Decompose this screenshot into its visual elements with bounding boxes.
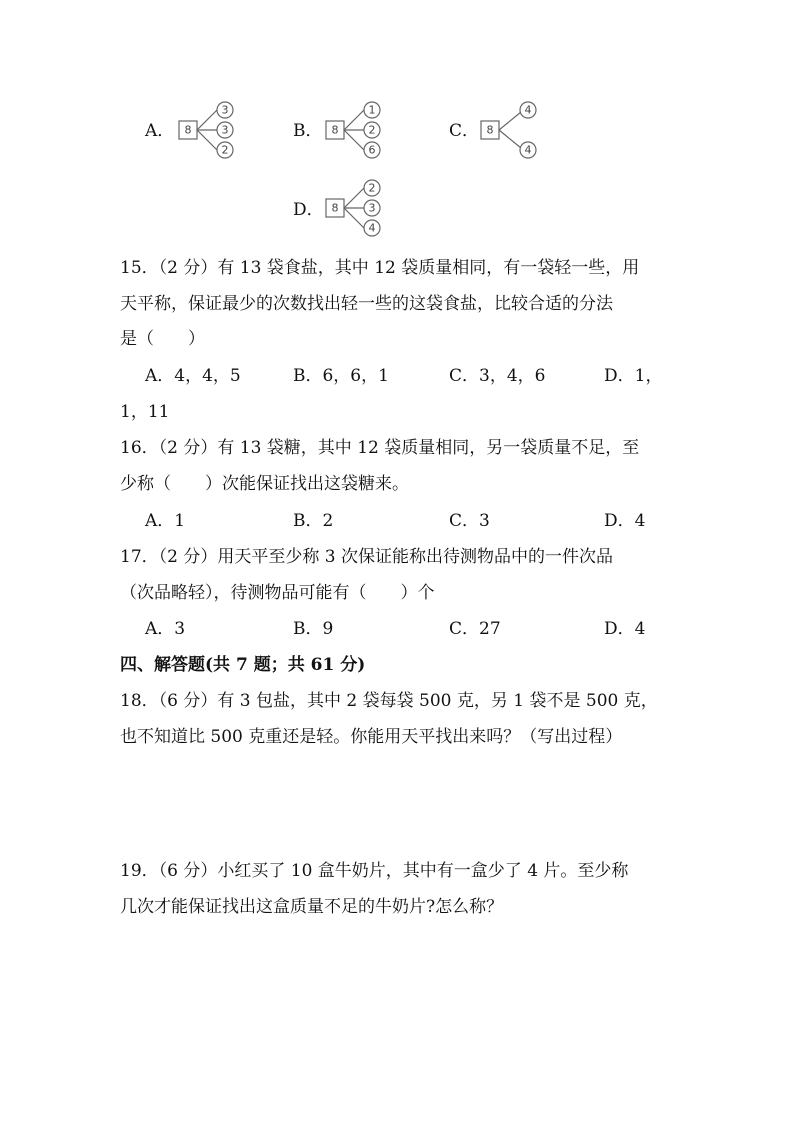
q17-option-c: C．27 [449, 619, 501, 639]
section-4-heading: 四、解答题(共 7 题；共 61 分) [120, 655, 366, 675]
q15-text-line-3: 是（ ） [120, 329, 205, 349]
q16-option-b: B．2 [293, 511, 334, 531]
q15-text-line-1: 15．（2 分）有 13 袋食盐，其中 12 袋质量相同，有一袋轻一些，用 [120, 258, 640, 278]
q18-text-line-2: 也不知道比 500 克重还是轻。你能用天平找出来吗？（写出过程） [120, 727, 623, 747]
q14-b-branch-1: 1 [368, 103, 376, 117]
q14-option-a-label: A． [145, 121, 175, 141]
q14-option-d-label: D． [293, 200, 324, 220]
q14-option-b-diagram [323, 100, 387, 162]
q14-option-b-label: B． [293, 121, 323, 141]
q15-text-line-2: 天平称，保证最少的次数找出轻一些的这袋食盐，比较合适的分法 [120, 294, 613, 314]
q14-option-c-diagram [478, 100, 542, 162]
q17-option-d: D．4 [604, 619, 646, 639]
q14-c-branch-1: 4 [524, 103, 532, 117]
q16-option-a: A．1 [145, 511, 186, 531]
q14-a-center: 8 [184, 123, 192, 137]
q14-b-branch-3: 6 [368, 143, 376, 157]
q19-text-line-1: 19．（6 分）小红买了 10 盒牛奶片，其中有一盒少了 4 片。至少称 [120, 861, 629, 881]
q14-d-branch-3: 4 [368, 221, 376, 235]
q14-option-d-diagram [323, 178, 387, 240]
q14-option-c-label: C． [449, 121, 480, 141]
q18-text-line-1: 18．（6 分）有 3 包盐，其中 2 袋每袋 500 克，另 1 袋不是 500 克， [120, 691, 658, 711]
q17-text-line-2: （次品略轻），待测物品可能有（ ）个 [120, 583, 435, 603]
q14-c-branch-2: 4 [524, 143, 532, 157]
q17-option-a: A．3 [145, 619, 186, 639]
q16-option-c: C．3 [449, 511, 490, 531]
q14-c-center: 8 [486, 123, 494, 137]
q17-option-b: B．9 [293, 619, 334, 639]
q16-option-d: D．4 [604, 511, 646, 531]
q14-a-branch-3: 2 [221, 143, 229, 157]
q14-d-center: 8 [331, 201, 339, 215]
q15-option-d: D．1， [604, 366, 663, 386]
q14-b-branch-2: 2 [368, 123, 376, 137]
q15-option-b: B．6，6，1 [293, 366, 389, 386]
q19-text-line-2: 几次才能保证找出这盒质量不足的牛奶片?怎么称？ [120, 897, 504, 917]
q15-option-d-wrap: 1，11 [120, 402, 170, 422]
q15-option-a: A．4，4，5 [145, 366, 241, 386]
q16-text-line-2: 少称（ ）次能保证找出这袋糖来。 [120, 474, 409, 494]
q14-option-a-diagram [176, 100, 240, 162]
q16-text-line-1: 16．（2 分）有 13 袋糖，其中 12 袋质量相同，另一袋质量不足，至 [120, 438, 640, 458]
q17-text-line-1: 17．（2 分）用天平至少称 3 次保证能称出待测物品中的一件次品 [120, 547, 613, 567]
q14-b-center: 8 [331, 123, 339, 137]
q15-option-c: C．3，4，6 [449, 366, 546, 386]
q14-a-branch-2: 3 [221, 123, 229, 137]
q14-a-branch-1: 3 [221, 103, 229, 117]
q14-d-branch-1: 2 [368, 181, 376, 195]
q14-d-branch-2: 3 [368, 201, 376, 215]
